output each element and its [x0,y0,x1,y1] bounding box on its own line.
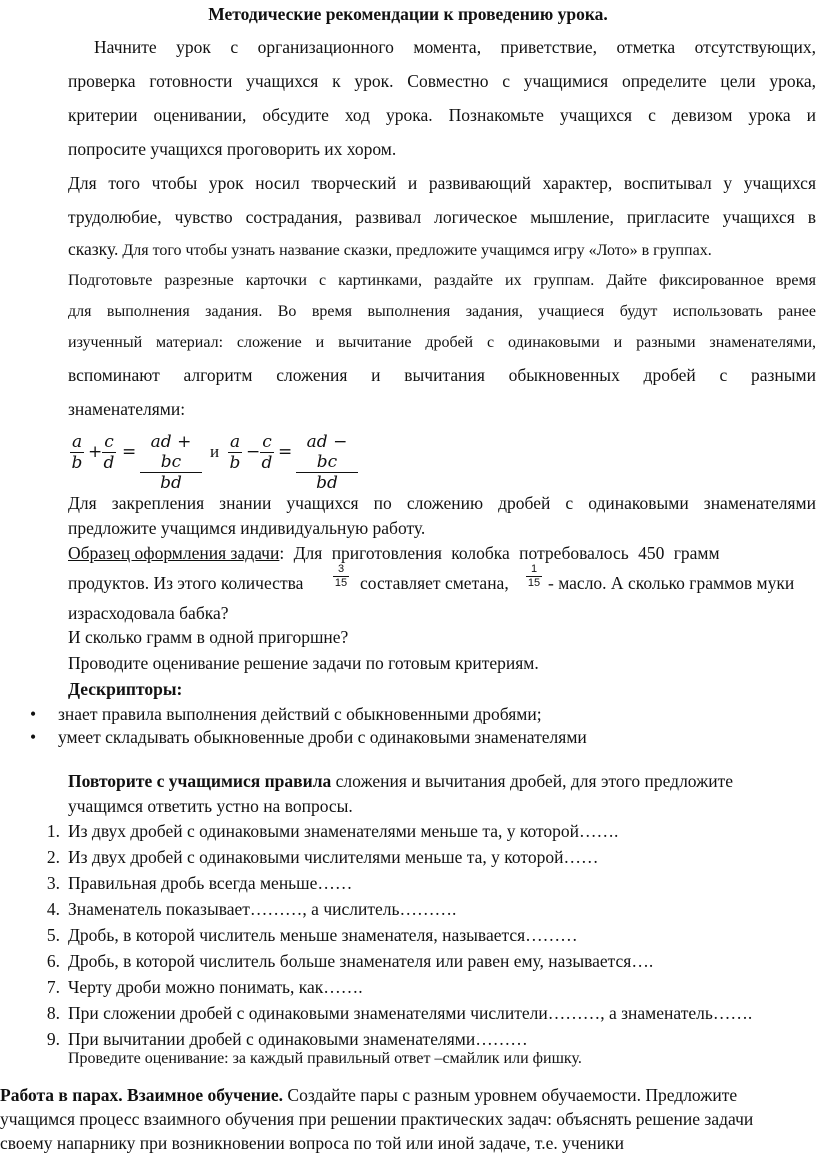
denominator-b: b [71,453,83,473]
paragraph-2-line-3 [68,236,712,262]
assessment-note: Проведите оценивание: за каждый правильный ответ –смайлик или фишку. [68,1050,582,1067]
task-line-5: Проводите оценивание решение задачи по готовым критериям. [68,653,539,673]
task-fraction-3-15-num: 3 [333,563,349,577]
repeat-rest: сложения и вычитания дробей, для этого предложите [331,771,733,791]
question-text: Знаменатель показывает………, а числитель………. [68,899,457,919]
task-line-1 [68,540,816,566]
denominator-d-2: d [261,453,273,473]
minus-sign: − [246,442,261,462]
page-title: Методические рекомендации к проведению урока. [208,4,608,24]
fraction-c-d [102,432,116,473]
paragraph-1-line-2: проверка готовности учащихся к урок. Совместно с учащимися определите цели урока, [68,71,816,91]
question-text: Черту дроби можно понимать, как……. [68,977,363,997]
question-number: 7. [46,977,60,997]
question-text: Дробь, в которой числитель больше знаменателя или равен ему, называется…. [68,951,654,971]
sum-numerator: ad + bc [140,432,202,473]
fraction-a-b-2 [228,432,242,473]
question-number: 4. [46,899,60,919]
paragraph-3-line-1: Подготовьте разрезные карточки с картинками, раздайте их группам. Дайте фиксированное время [68,272,816,289]
descriptors-heading: Дескрипторы: [68,679,183,699]
task-line-3: израсходовала бабка? [68,603,229,623]
question-text: Из двух дробей с одинаковыми числителями меньше та, у которой…… [68,847,599,867]
paragraph-2-line-2: трудолюбие, чувство сострадания, развивал логическое мышление, пригласите учащихся в [68,207,816,227]
question-number: 2. [46,847,60,867]
numerator-c: c [102,432,116,453]
paragraph-3-line-2: для выполнения задания. Во время выполнения задания, учащиеся будут использовать ранее [68,303,816,320]
question-number: 5. [46,925,60,945]
numerator-a-2: a [230,432,241,452]
question-text: Правильная дробь всегда меньше…… [68,873,353,893]
paragraph-2-line-3-a: сказку. [68,239,119,259]
descriptor-item-1: знает правила выполнения действий с обыкновенными дробями; [58,704,542,724]
conjunction-and: и [210,442,220,461]
repeat-line-1 [68,768,816,794]
question-text: При сложении дробей с одинаковыми знаменателями числители………, а знаменатель……. [68,1003,753,1023]
denominator-b-2: b [229,453,241,473]
task-line-1-text: : Для приготовления колобка потребовалось 450 грамм [279,543,720,563]
paragraph-1-line-1: Начните урок с организационного момента, приветствие, отметка отсутствующих, [94,37,816,57]
task-fraction-3-15 [333,563,349,590]
task-fraction-3-15-den: 15 [334,577,348,589]
fraction-c-d-2 [260,432,274,473]
pairs-line-2: учащимся процесс взаимного обучения при решении практических задач: объяснять решение задачи [0,1109,754,1129]
bullet-2: • [30,727,37,747]
question-number: 3. [46,873,60,893]
question-number: 9. [46,1029,60,1049]
equals-sign: = [122,442,137,462]
task-fraction-1-15-den: 15 [527,577,541,589]
task-label: Образец оформления задачи [68,543,280,563]
task-fraction-1-15 [526,563,542,590]
difference-numerator: ad − bc [296,432,358,473]
pairs-line-3: своему напарнику при возникновении вопроса по той или иной задаче, т.е. ученики [0,1133,625,1153]
task-line-2c: - масло. А сколько граммов муки [548,573,795,593]
paragraph-1-line-4: попросите учащихся проговорить их хором. [68,139,397,159]
fraction-difference [296,432,358,493]
fraction-sum [140,432,202,493]
plus-sign: + [88,442,103,462]
question-text: Из двух дробей с одинаковыми знаменателями меньше та, у которой……. [68,821,619,841]
numerator-a: a [72,432,83,452]
pairs-line-1 [0,1082,816,1108]
repeat-bold: Повторите с учащимися правила [68,771,332,791]
sum-denominator: bd [160,473,182,493]
paragraph-4-line-2: предложите учащимся индивидуальную работу. [68,518,426,538]
paragraph-2-line-1: Для того чтобы урок носил творческий и развивающий характер, воспитывал у учащихся [68,173,816,193]
paragraph-4-line-1: Для закрепления знании учащихся по сложению дробей с одинаковыми знаменателями [68,493,816,513]
paragraph-3-line-5: знаменателями: [68,399,186,419]
descriptor-item-2: умеет складывать обыкновенные дроби с одинаковыми знаменателями [58,727,587,747]
question-number: 1. [46,821,60,841]
pairs-bold: Работа в парах. Взаимное обучение. [0,1085,284,1105]
question-number: 6. [46,951,60,971]
repeat-line-2: учащимся ответить устно на вопросы. [68,796,353,816]
task-line-4: И сколько грамм в одной пригоршне? [68,627,349,647]
difference-denominator: bd [316,473,338,493]
pairs-rest: Создайте пары с разным уровнем обучаемости. Предложите [283,1085,738,1105]
task-fraction-1-15-num: 1 [526,563,542,577]
paragraph-3-line-3: изученный материал: сложение и вычитание дробей с одинаковыми и разными знаменателями, [68,334,816,351]
paragraph-2-line-3-b: Для того чтобы узнать название сказки, предложите учащимся игру «Лото» в группах. [118,242,712,259]
fraction-a-b [70,432,84,473]
paragraph-1-line-3: критерии оценивании, обсудите ход урока. Познакомьте учащихся с девизом урока и [68,105,816,125]
task-line-2b: составляет сметана, [360,573,509,593]
paragraph-3-line-4: вспоминают алгоритм сложения и вычитания обыкновенных дробей с разными [68,365,816,385]
denominator-d: d [103,453,115,473]
task-line-2a: продуктов. Из этого количества [68,573,304,593]
question-number: 8. [46,1003,60,1023]
question-text: При вычитании дробей с одинаковыми знаменателями……… [68,1029,528,1049]
equals-sign-2: = [278,442,293,462]
numerator-c-2: c [260,432,274,453]
question-text: Дробь, в которой числитель меньше знаменателя, называется……… [68,925,578,945]
bullet-1: • [30,704,37,724]
